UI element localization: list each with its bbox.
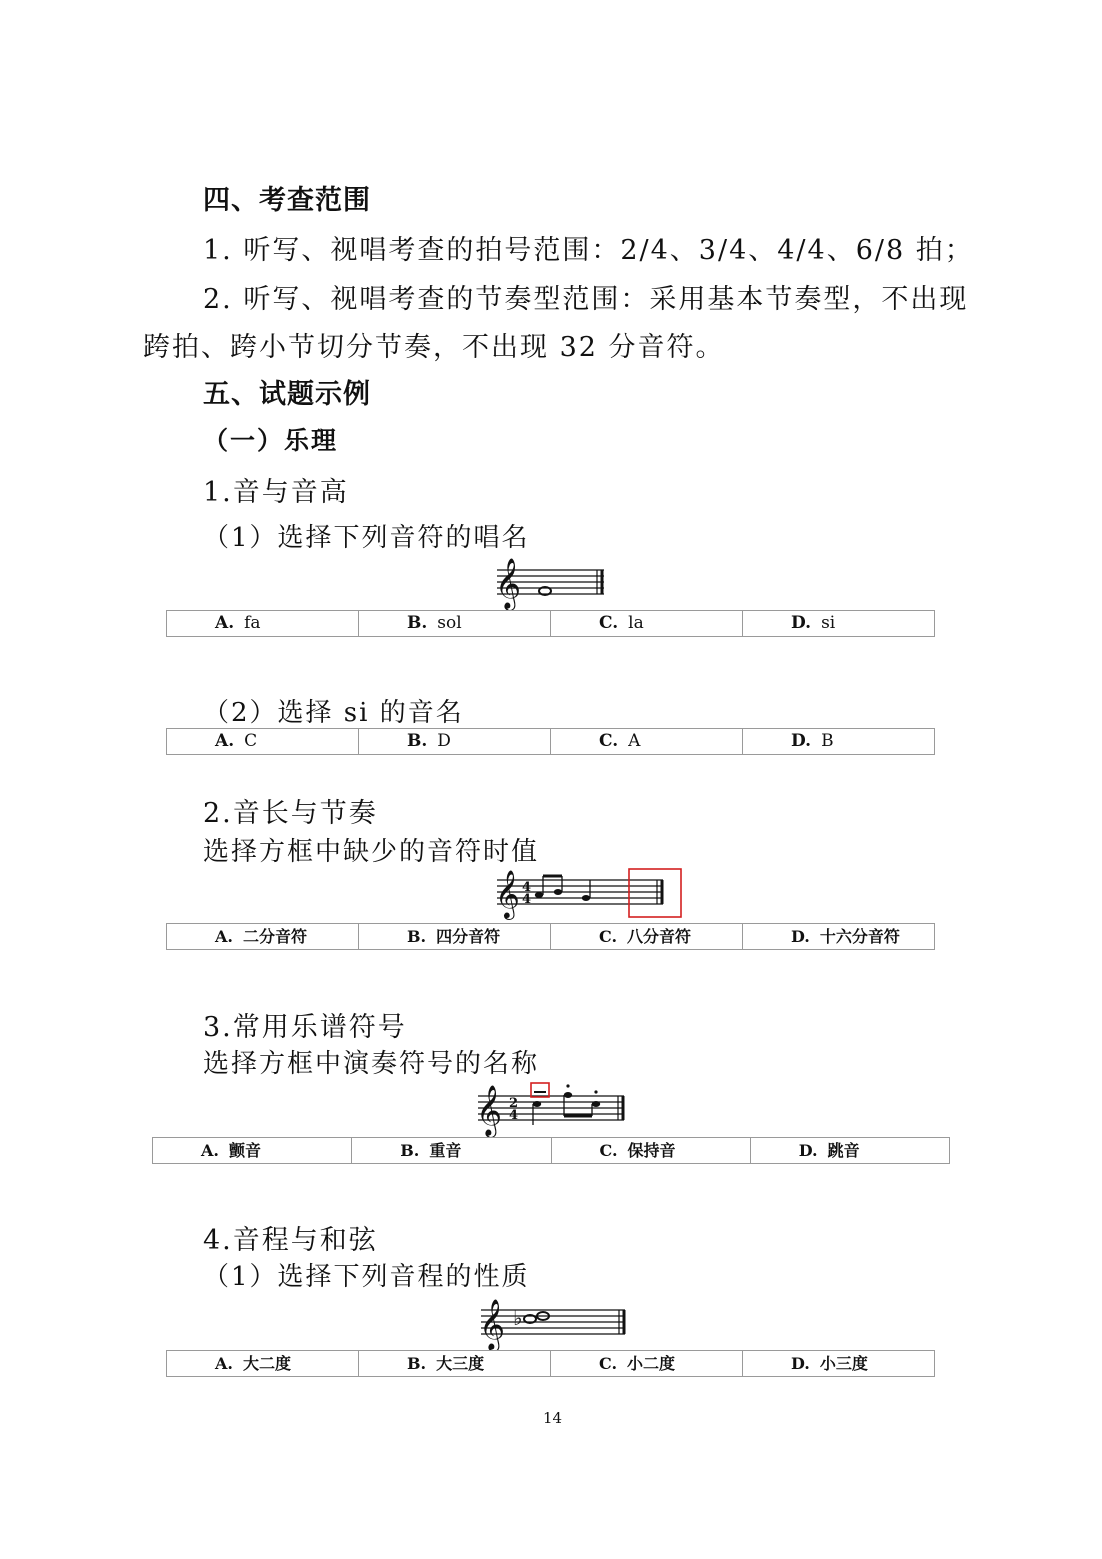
options-q4-1 xyxy=(166,1350,935,1377)
option-c[interactable]: C. la xyxy=(551,611,743,637)
time-signature-top: 2 xyxy=(509,1096,519,1111)
eighth-note-icon xyxy=(535,892,543,898)
question-4-1-prompt: （1）选择下列音程的性质 xyxy=(203,1262,530,1292)
treble-clef-icon: 𝄞 xyxy=(495,869,520,918)
options-q3 xyxy=(152,1137,950,1164)
question-1-1-prompt: （1）选择下列音符的唱名 xyxy=(203,523,530,553)
option-b[interactable]: B. 大三度 xyxy=(359,1351,551,1377)
question-1-2-prompt: （2）选择 si 的音名 xyxy=(203,698,464,728)
paragraph-item-2-line-1: 2. 听写、视唱考查的节奏型范围：采用基本节奏型，不出现 xyxy=(203,284,969,315)
option-c[interactable]: C. 保持音 xyxy=(551,1138,750,1164)
option-b[interactable]: B. 重音 xyxy=(352,1138,551,1164)
option-a[interactable]: A. 二分音符 xyxy=(167,924,359,950)
paragraph-item-1: 1. 听写、视唱考查的拍号范围：2/4、3/4、4/4、6/8 拍； xyxy=(203,235,974,266)
treble-clef-icon: 𝄞 xyxy=(495,558,522,609)
section-heading-5: 五、试题示例 xyxy=(203,379,371,410)
options-q1-2 xyxy=(166,728,935,755)
articulation-box xyxy=(531,1083,549,1097)
option-a[interactable]: A. fa xyxy=(167,611,359,637)
question-1-title: 1.音与音高 xyxy=(203,477,349,508)
option-d[interactable]: D. B xyxy=(743,729,935,755)
eighth-note-icon xyxy=(564,1092,572,1098)
option-c[interactable]: C. 小二度 xyxy=(551,1351,743,1377)
question-3-prompt: 选择方框中演奏符号的名称 xyxy=(203,1049,540,1079)
staff-q4-interval xyxy=(477,1292,629,1350)
time-signature-top: 4 xyxy=(522,880,532,895)
quarter-note-icon xyxy=(582,895,590,901)
option-c[interactable]: C. A xyxy=(551,729,743,755)
treble-clef-icon: 𝄞 xyxy=(479,1299,506,1350)
flat-icon: ♭ xyxy=(513,1306,523,1330)
option-a[interactable]: A. C xyxy=(167,729,359,755)
question-2-prompt: 选择方框中缺少的音符时值 xyxy=(203,837,540,867)
option-b[interactable]: B. D xyxy=(359,729,551,755)
treble-clef-icon: 𝄞 xyxy=(476,1085,503,1136)
options-q2 xyxy=(166,923,935,950)
eighth-note-icon xyxy=(554,889,562,895)
subsection-heading-music-theory: （一）乐理 xyxy=(203,426,339,455)
section-heading-4: 四、考查范围 xyxy=(203,185,371,216)
option-b[interactable]: B. sol xyxy=(359,611,551,637)
staff-q1-note xyxy=(493,552,608,610)
option-d[interactable]: D. 小三度 xyxy=(743,1351,935,1377)
option-a[interactable]: A. 颤音 xyxy=(153,1138,352,1164)
option-b[interactable]: B. 四分音符 xyxy=(359,924,551,950)
paragraph-item-2-line-2: 跨拍、跨小节切分节奏，不出现 32 分音符。 xyxy=(143,332,725,363)
question-2-title: 2.音长与节奏 xyxy=(203,798,378,829)
page-number: 14 xyxy=(543,1409,563,1427)
staccato-icon xyxy=(566,1084,569,1087)
option-a[interactable]: A. 大二度 xyxy=(167,1351,359,1377)
time-signature-bottom: 4 xyxy=(522,892,532,907)
option-d[interactable]: D. 跳音 xyxy=(750,1138,949,1164)
question-3-title: 3.常用乐谱符号 xyxy=(203,1012,407,1043)
eighth-note-icon xyxy=(592,1101,600,1107)
option-d[interactable]: D. 十六分音符 xyxy=(743,924,935,950)
option-d[interactable]: D. si xyxy=(743,611,935,637)
quarter-note-icon xyxy=(533,1101,541,1107)
staff-q3-articulation xyxy=(474,1078,630,1138)
question-4-title: 4.音程与和弦 xyxy=(203,1225,378,1256)
option-c[interactable]: C. 八分音符 xyxy=(551,924,743,950)
time-signature-bottom: 4 xyxy=(509,1108,519,1123)
options-q1-1 xyxy=(166,610,935,637)
missing-note-box xyxy=(629,869,681,917)
staccato-icon xyxy=(594,1090,597,1093)
staff-q2-rhythm xyxy=(493,866,688,922)
